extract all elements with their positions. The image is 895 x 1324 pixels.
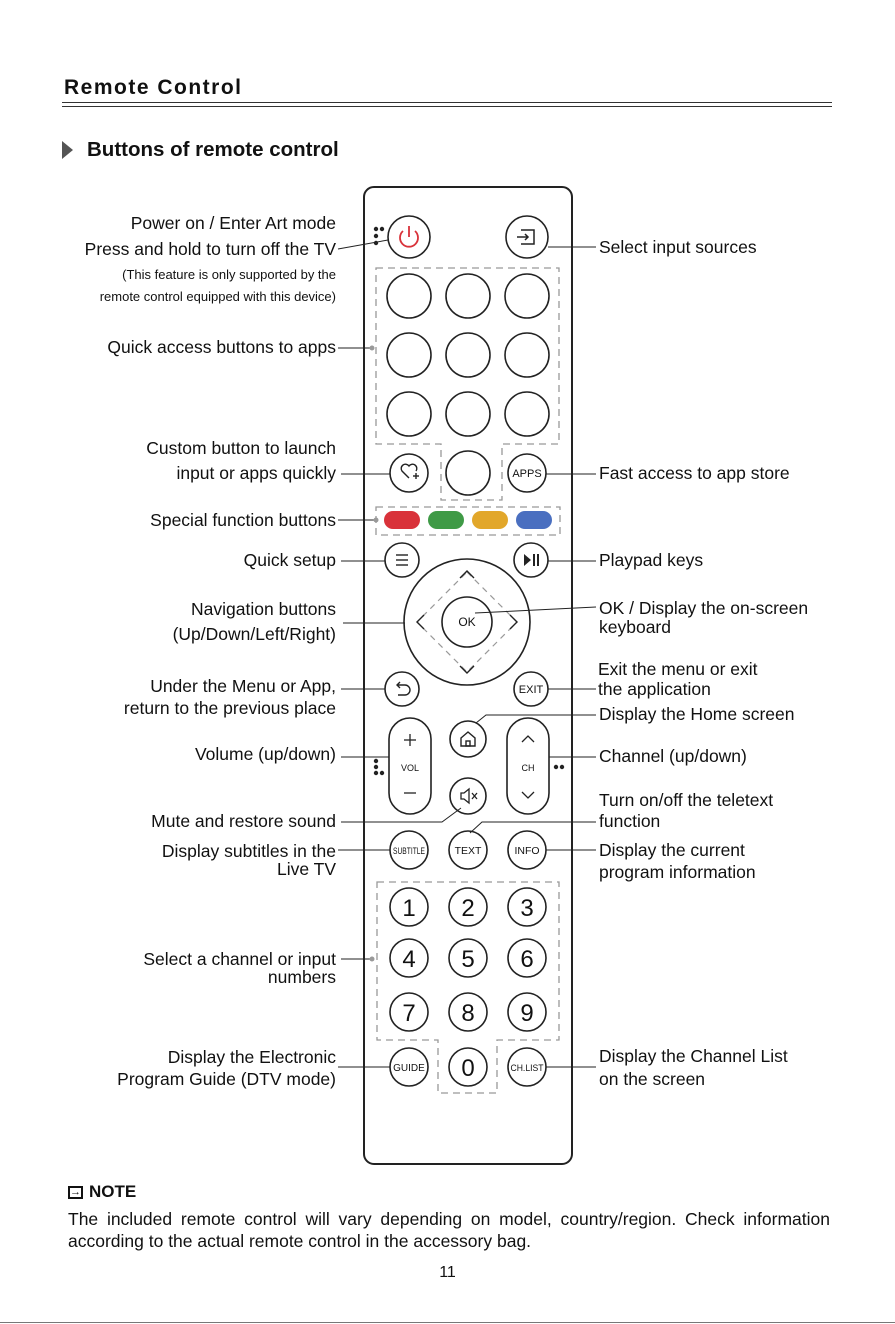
- label-app-store: Fast access to app store: [599, 463, 790, 483]
- back-button: [385, 672, 419, 706]
- label-numbers-1: Select a channel or input: [143, 949, 336, 969]
- chlist-button-label: CH.LIST: [510, 1063, 544, 1074]
- label-channel: Channel (up/down): [599, 746, 747, 766]
- blue-button: [516, 511, 552, 529]
- digit-2: 2: [461, 895, 475, 922]
- guide-button-label: GUIDE: [393, 1063, 425, 1074]
- label-nav-2: (Up/Down/Left/Right): [172, 624, 336, 644]
- label-ok-1: OK / Display the on-screen: [599, 598, 809, 618]
- label-subtitle-1: Display subtitles in the: [161, 841, 336, 861]
- label-exit-1: Exit the menu or exit: [598, 659, 758, 679]
- label-volume: Volume (up/down): [194, 744, 336, 764]
- label-special: Special function buttons: [150, 510, 336, 530]
- section-title: Buttons of remote control: [87, 138, 339, 161]
- label-custom-2: input or apps quickly: [176, 463, 336, 483]
- label-teletext-2: function: [599, 811, 661, 831]
- label-power-2: Press and hold to turn off the TV: [84, 239, 336, 259]
- home-button: [450, 721, 486, 757]
- digit-9: 9: [520, 1000, 534, 1027]
- label-teletext-1: Turn on/off the teletext: [599, 790, 774, 810]
- label-playpad: Playpad keys: [599, 550, 704, 570]
- ch-label: CH: [521, 763, 535, 773]
- ok-button-label: OK: [458, 615, 476, 629]
- red-button: [384, 511, 420, 529]
- label-input: Select input sources: [599, 237, 757, 257]
- digit-4: 4: [402, 946, 416, 973]
- digit-8: 8: [461, 1000, 475, 1027]
- info-button-label: INFO: [514, 845, 540, 857]
- label-back-2: return to the previous place: [123, 698, 336, 718]
- label-nav-1: Navigation buttons: [191, 599, 336, 619]
- label-custom-1: Custom button to launch: [146, 438, 336, 458]
- note-arrow-icon: →: [70, 1185, 81, 1198]
- label-chlist-2: on the screen: [599, 1069, 706, 1089]
- label-power-4: remote control equipped with this device): [99, 289, 336, 304]
- label-mute: Mute and restore sound: [151, 811, 336, 831]
- label-power-3: (This feature is only supported by the: [122, 267, 336, 282]
- label-subtitle-2: Live TV: [276, 859, 336, 879]
- mute-button: [450, 778, 486, 814]
- bottom-rule: [0, 1322, 895, 1323]
- note-text: The included remote control will vary depending on model, country/region. Check information according to the actual remote control in the accessory bag.: [68, 1209, 830, 1251]
- digit-3: 3: [520, 895, 534, 922]
- apps-button-label: APPS: [512, 468, 542, 480]
- yellow-button: [472, 511, 508, 529]
- label-power-1: Power on / Enter Art mode: [130, 213, 336, 233]
- label-back-1: Under the Menu or App,: [150, 676, 336, 696]
- custom-button: [390, 454, 428, 492]
- label-quick-setup: Quick setup: [243, 550, 336, 570]
- page-number: 11: [439, 1264, 456, 1281]
- label-guide-2: Program Guide (DTV mode): [117, 1069, 336, 1089]
- label-guide-1: Display the Electronic: [167, 1047, 336, 1067]
- label-home: Display the Home screen: [599, 704, 795, 724]
- label-numbers-2: numbers: [267, 967, 336, 987]
- label-exit-2: the application: [598, 679, 711, 699]
- note-title: NOTE: [89, 1182, 137, 1201]
- digit-0: 0: [461, 1055, 475, 1082]
- exit-button-label: EXIT: [518, 684, 544, 696]
- digit-1: 1: [402, 895, 416, 922]
- green-button: [428, 511, 464, 529]
- note-heading: [68, 1182, 136, 1202]
- subtitle-button-label: SUBTITLE: [393, 846, 425, 856]
- digit-7: 7: [402, 1000, 416, 1027]
- vol-label: VOL: [400, 763, 420, 773]
- label-info-1: Display the current: [599, 840, 745, 860]
- digit-6: 6: [520, 946, 534, 973]
- page-header-title: Remote Control: [64, 76, 243, 99]
- label-quick-apps: Quick access buttons to apps: [107, 337, 336, 357]
- text-button-label: TEXT: [454, 845, 482, 857]
- label-chlist-1: Display the Channel List: [599, 1046, 788, 1066]
- label-info-2: program information: [599, 862, 756, 882]
- label-ok-2: keyboard: [599, 617, 671, 637]
- digit-5: 5: [461, 946, 475, 973]
